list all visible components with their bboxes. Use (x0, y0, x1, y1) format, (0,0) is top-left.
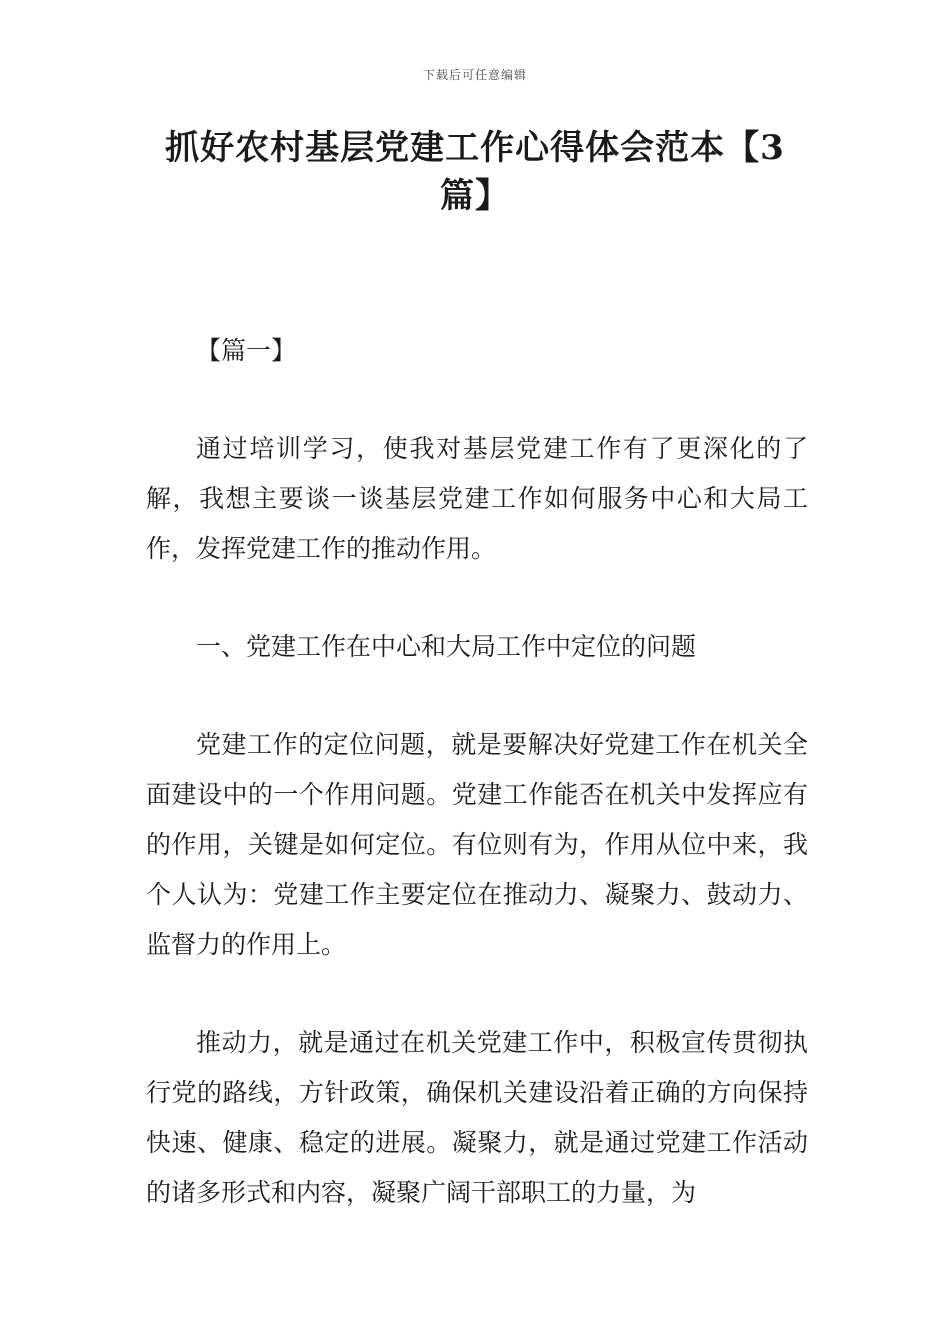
section-label: 【篇一】 (196, 336, 297, 365)
paragraph: 通过培训学习，使我对基层党建工作有了更深化的了解，我想主要谈一谈基层党建工作如何服务中心和大局工作，发挥党建工作的推动作用。 (146, 434, 808, 563)
subheading: 一、党建工作在中心和大局工作中定位的问题 (196, 632, 697, 661)
document-title: 抓好农村基层党建工作心得体会范本【3篇】 (165, 128, 785, 216)
paragraph: 推动力，就是通过在机关党建工作中，积极宣传贯彻执行党的路线，方针政策，确保机关建设沿着正确的方向保持快速、健康、稳定的进展。凝聚力，就是通过党建工作活动的诸多形式和内容，凝聚广阔干部职工的力量，为 (146, 1028, 808, 1207)
paragraph: 党建工作的定位问题，就是要解决好党建工作在机关全面建设中的一个作用问题。党建工作能否在机关中发挥应有的作用，关键是如何定位。有位则有为，作用从位中来，我个人认为：党建工作主要定位在推动力、凝聚力、鼓动力、监督力的作用上。 (146, 730, 808, 959)
header-note: 下载后可任意编辑 (422, 68, 527, 82)
document-body (146, 326, 808, 1266)
